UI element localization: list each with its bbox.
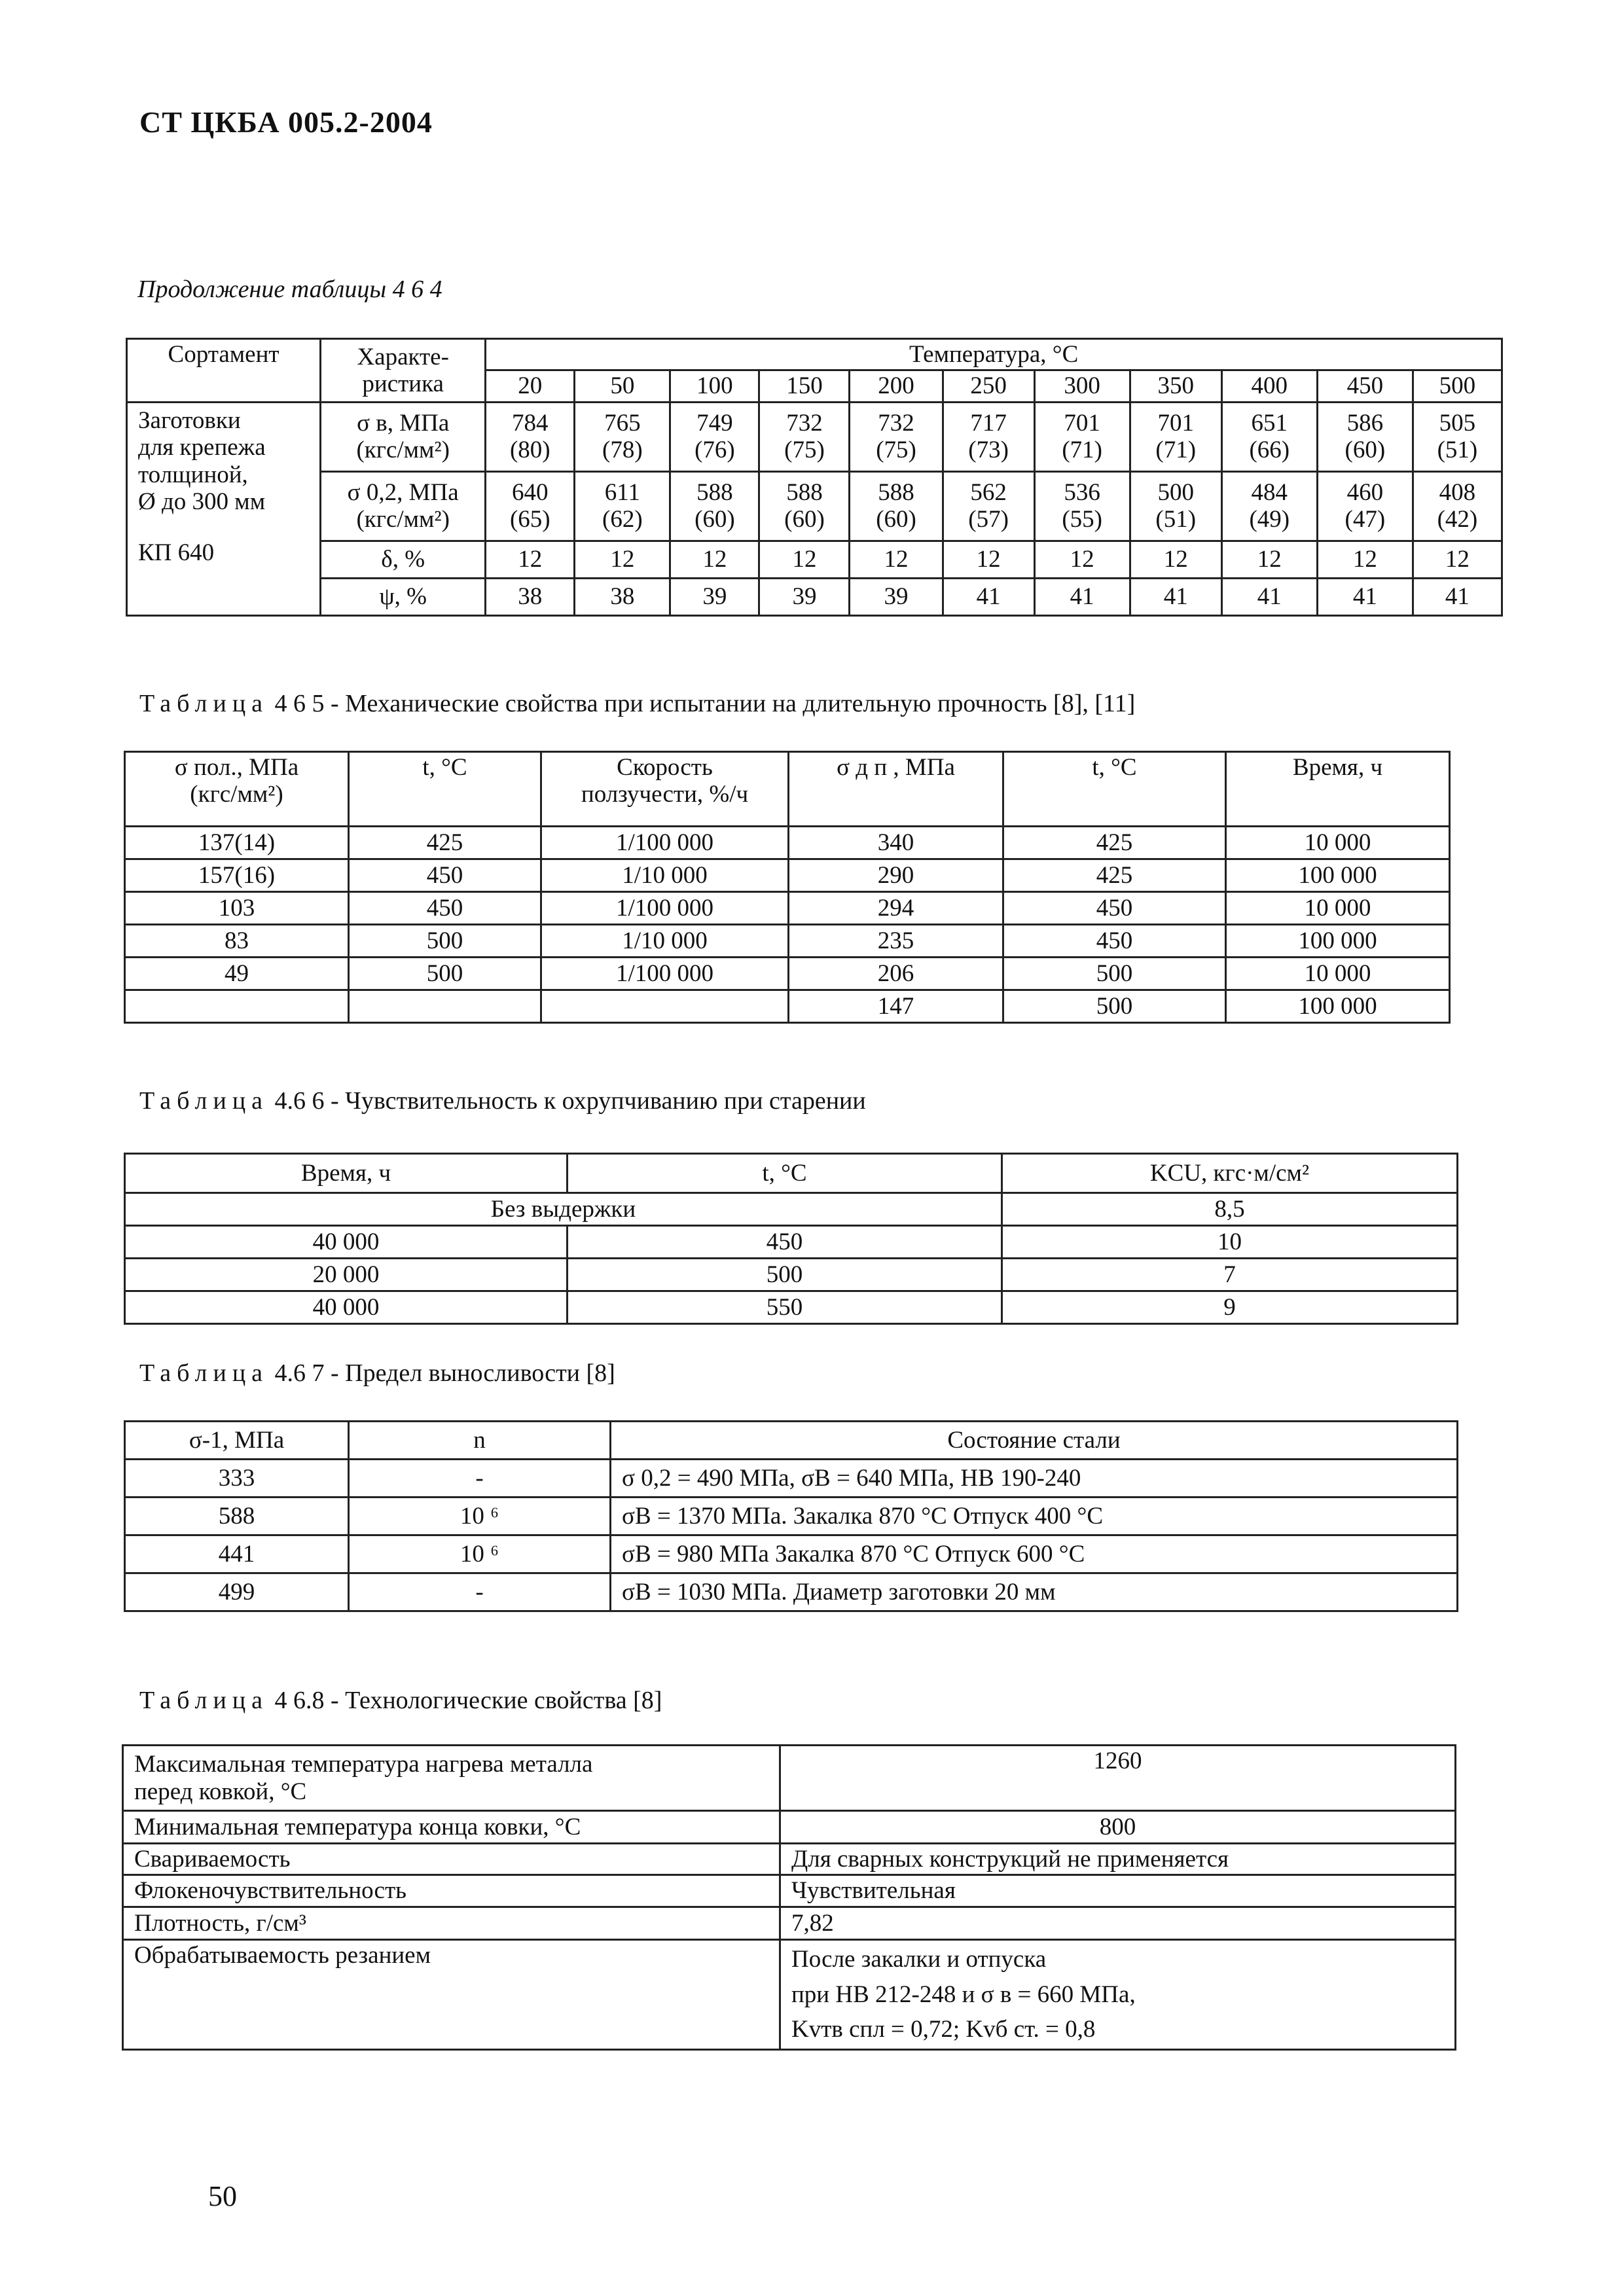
temperature-cell: 400 xyxy=(1221,370,1317,402)
header-cell: KCU, кгс·м/см² xyxy=(1002,1154,1458,1193)
property-value: 800 xyxy=(780,1811,1456,1844)
table-cell: 450 xyxy=(1003,892,1226,925)
table-cell: 12 xyxy=(1034,541,1130,578)
table-465 xyxy=(124,751,1451,1024)
table-cell: 505 (51) xyxy=(1413,402,1502,471)
sortament-grade: КП 640 xyxy=(138,539,215,566)
table-cell: 536 (55) xyxy=(1034,471,1130,541)
header-cell: σ-1, МПа xyxy=(125,1422,349,1460)
sortament-cell xyxy=(127,402,321,615)
header-cell: σ пол., МПа (кгс/мм²) xyxy=(125,752,349,827)
table-cell: 41 xyxy=(1221,578,1317,615)
table-cell: 12 xyxy=(486,541,575,578)
table-cell: 425 xyxy=(349,827,541,859)
caption-text: 4.6 7 - Предел выносливости [8] xyxy=(274,1359,615,1387)
table-cell: 7 xyxy=(1002,1259,1458,1291)
table-cell: 611 (62) xyxy=(575,471,670,541)
table-cell xyxy=(125,990,349,1023)
table-cell: 651 (66) xyxy=(1221,402,1317,471)
table-cell: 10 000 xyxy=(1226,958,1450,990)
table-cell: 12 xyxy=(575,541,670,578)
table-465-caption xyxy=(139,689,1135,718)
temperature-cell: 250 xyxy=(943,370,1034,402)
caption-text: 4 6 5 - Механические свойства при испытании на длительную прочность [8], [11] xyxy=(274,690,1136,717)
table-cell: 499 xyxy=(125,1573,349,1611)
header-cell: Скорость ползучести, %/ч xyxy=(541,752,789,827)
property-value: 1260 xyxy=(780,1746,1456,1811)
caption-prefix: Таблица xyxy=(139,1087,269,1115)
table-468 xyxy=(122,1744,1456,2051)
characteristic-label: ψ, % xyxy=(321,578,486,615)
table-cell xyxy=(349,990,541,1023)
table-466 xyxy=(124,1153,1458,1325)
table-cell: σB = 1370 МПа. Закалка 870 °С Отпуск 400 °С xyxy=(611,1498,1458,1535)
property-label: Плотность, г/см³ xyxy=(123,1907,780,1939)
table-cell: 749 (76) xyxy=(670,402,759,471)
table-cell: 12 xyxy=(1221,541,1317,578)
table-cell: 294 xyxy=(789,892,1003,925)
property-value: После закалки и отпуска при НВ 212-248 и σ в = 660 МПа, Kvтв спл = 0,72; Kvб ст. = 0,8 xyxy=(780,1939,1456,2049)
header-cell: σ д п , МПа xyxy=(789,752,1003,827)
header-cell: t, °С xyxy=(349,752,541,827)
temperature-cell: 20 xyxy=(486,370,575,402)
table-cell: 12 xyxy=(1413,541,1502,578)
temperature-cell: 150 xyxy=(759,370,850,402)
characteristic-label: δ, % xyxy=(321,541,486,578)
table-464 xyxy=(126,338,1503,617)
property-value: 7,82 xyxy=(780,1907,1456,1939)
table-cell: 333 xyxy=(125,1460,349,1498)
table-cell: 38 xyxy=(486,578,575,615)
header-temperature: Температура, °С xyxy=(486,339,1502,370)
table-cell: 586 (60) xyxy=(1317,402,1413,471)
no-hold-value: 8,5 xyxy=(1002,1193,1458,1226)
table-cell: 12 xyxy=(850,541,943,578)
characteristic-label: σ 0,2, МПа (кгс/мм²) xyxy=(321,471,486,541)
table-cell: 340 xyxy=(789,827,1003,859)
table-cell: 235 xyxy=(789,925,1003,958)
header-cell: Состояние стали xyxy=(611,1422,1458,1460)
table-cell: 157(16) xyxy=(125,859,349,892)
table-cell: 39 xyxy=(670,578,759,615)
table-cell: 100 000 xyxy=(1226,990,1450,1023)
table-468-caption xyxy=(139,1686,662,1715)
table-466-caption xyxy=(139,1086,866,1115)
table-cell: 1/100 000 xyxy=(541,827,789,859)
table-cell: 49 xyxy=(125,958,349,990)
table-cell: 100 000 xyxy=(1226,925,1450,958)
caption-prefix: Таблица xyxy=(139,690,269,717)
header-sortament: Сортамент xyxy=(127,339,321,403)
table-cell: 500 xyxy=(568,1259,1002,1291)
table-cell: 588 (60) xyxy=(670,471,759,541)
table-cell: 12 xyxy=(670,541,759,578)
table-464-caption: Продолжение таблицы 4 6 4 xyxy=(137,276,442,303)
table-cell: 1/100 000 xyxy=(541,892,789,925)
table-cell: 588 (60) xyxy=(759,471,850,541)
table-cell: 12 xyxy=(1130,541,1221,578)
temperature-cell: 200 xyxy=(850,370,943,402)
temperature-cell: 100 xyxy=(670,370,759,402)
table-cell: 83 xyxy=(125,925,349,958)
page-number: 50 xyxy=(208,2180,237,2212)
table-cell: 41 xyxy=(1317,578,1413,615)
table-cell: 450 xyxy=(349,892,541,925)
table-cell: 562 (57) xyxy=(943,471,1034,541)
table-cell: 41 xyxy=(943,578,1034,615)
table-cell: 425 xyxy=(1003,859,1226,892)
table-cell: 784 (80) xyxy=(486,402,575,471)
header-characteristic: Характе- ристика xyxy=(321,339,486,403)
table-467-caption xyxy=(139,1359,615,1388)
table-cell: 38 xyxy=(575,578,670,615)
table-cell: 41 xyxy=(1034,578,1130,615)
table-cell: 206 xyxy=(789,958,1003,990)
table-467 xyxy=(124,1420,1458,1612)
table-cell: 765 (78) xyxy=(575,402,670,471)
table-cell: 20 000 xyxy=(125,1259,568,1291)
table-cell: 450 xyxy=(568,1226,1002,1259)
table-cell: 41 xyxy=(1413,578,1502,615)
table-cell: 39 xyxy=(850,578,943,615)
table-cell: 500 (51) xyxy=(1130,471,1221,541)
header-cell: t, °С xyxy=(1003,752,1226,827)
temperature-cell: 500 xyxy=(1413,370,1502,402)
table-cell: 460 (47) xyxy=(1317,471,1413,541)
header-cell: t, °С xyxy=(568,1154,1002,1193)
table-cell: 732 (75) xyxy=(759,402,850,471)
table-cell: 1/100 000 xyxy=(541,958,789,990)
table-cell: 425 xyxy=(1003,827,1226,859)
table-cell: 732 (75) xyxy=(850,402,943,471)
sortament-text: Заготовки для крепежа толщиной, Ø до 300 мм xyxy=(138,406,266,516)
table-cell: 450 xyxy=(1003,925,1226,958)
characteristic-label: σ в, МПа (кгс/мм²) xyxy=(321,402,486,471)
header-cell: Время, ч xyxy=(125,1154,568,1193)
property-label: Минимальная температура конца ковки, °С xyxy=(123,1811,780,1844)
table-cell: 640 (65) xyxy=(486,471,575,541)
table-cell: 500 xyxy=(1003,958,1226,990)
table-cell: 9 xyxy=(1002,1291,1458,1324)
table-cell: 10 ⁶ xyxy=(349,1498,611,1535)
property-value: Для сварных конструкций не применяется xyxy=(780,1844,1456,1875)
table-cell: 588 xyxy=(125,1498,349,1535)
table-cell: 12 xyxy=(759,541,850,578)
table-cell: 137(14) xyxy=(125,827,349,859)
table-cell: 10 ⁶ xyxy=(349,1535,611,1573)
table-cell: 701 (71) xyxy=(1130,402,1221,471)
table-cell: 40 000 xyxy=(125,1226,568,1259)
table-cell: σB = 980 МПа Закалка 870 °С Отпуск 600 °С xyxy=(611,1535,1458,1573)
table-cell: - xyxy=(349,1573,611,1611)
table-cell: 10 000 xyxy=(1226,827,1450,859)
property-label: Обрабатываемость резанием xyxy=(123,1939,780,2049)
table-cell: 717 (73) xyxy=(943,402,1034,471)
table-cell: 41 xyxy=(1130,578,1221,615)
table-cell: 10 000 xyxy=(1226,892,1450,925)
table-cell: 10 xyxy=(1002,1226,1458,1259)
table-cell: 39 xyxy=(759,578,850,615)
property-label: Флокеночувствительность xyxy=(123,1875,780,1907)
document-id: СТ ЦКБА 005.2-2004 xyxy=(139,105,433,139)
table-cell: 290 xyxy=(789,859,1003,892)
table-cell: 1/10 000 xyxy=(541,859,789,892)
table-cell: 100 000 xyxy=(1226,859,1450,892)
table-cell: σ 0,2 = 490 МПа, σB = 640 МПа, НВ 190-240 xyxy=(611,1460,1458,1498)
table-cell: 450 xyxy=(349,859,541,892)
table-cell: 12 xyxy=(943,541,1034,578)
table-cell: 500 xyxy=(349,925,541,958)
table-cell: 701 (71) xyxy=(1034,402,1130,471)
table-cell: 500 xyxy=(1003,990,1226,1023)
table-cell: σB = 1030 МПа. Диаметр заготовки 20 мм xyxy=(611,1573,1458,1611)
header-cell: Время, ч xyxy=(1226,752,1450,827)
property-label: Максимальная температура нагрева металла перед ковкой, °С xyxy=(123,1746,780,1811)
caption-text: 4 6.8 - Технологические свойства [8] xyxy=(274,1687,662,1714)
no-hold-label: Без выдержки xyxy=(125,1193,1002,1226)
caption-prefix: Таблица xyxy=(139,1359,269,1387)
table-cell: 12 xyxy=(1317,541,1413,578)
table-cell: 147 xyxy=(789,990,1003,1023)
table-cell: 550 xyxy=(568,1291,1002,1324)
caption-prefix: Таблица xyxy=(139,1687,269,1714)
caption-text: 4.6 6 - Чувствительность к охрупчиванию при старении xyxy=(274,1087,866,1115)
table-cell: - xyxy=(349,1460,611,1498)
table-cell: 484 (49) xyxy=(1221,471,1317,541)
table-cell: 1/10 000 xyxy=(541,925,789,958)
table-cell: 40 000 xyxy=(125,1291,568,1324)
temperature-cell: 450 xyxy=(1317,370,1413,402)
temperature-cell: 350 xyxy=(1130,370,1221,402)
temperature-cell: 300 xyxy=(1034,370,1130,402)
table-cell: 441 xyxy=(125,1535,349,1573)
header-cell: n xyxy=(349,1422,611,1460)
table-cell: 588 (60) xyxy=(850,471,943,541)
property-label: Свариваемость xyxy=(123,1844,780,1875)
table-cell: 408 (42) xyxy=(1413,471,1502,541)
property-value: Чувствительная xyxy=(780,1875,1456,1907)
temperature-cell: 50 xyxy=(575,370,670,402)
table-cell: 103 xyxy=(125,892,349,925)
table-cell xyxy=(541,990,789,1023)
table-cell: 500 xyxy=(349,958,541,990)
